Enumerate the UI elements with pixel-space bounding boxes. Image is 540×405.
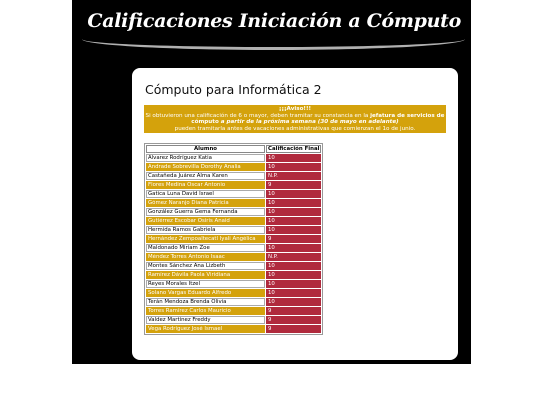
table-row (146, 226, 321, 234)
table-header-row (146, 145, 321, 153)
notice-line2: pueden tramitarla antes de vacaciones administrativas que comienzan el 1o de junio. (174, 125, 416, 132)
notice-title: ¡¡¡Aviso!!! (278, 106, 312, 112)
final-grade: N.P. (266, 172, 321, 180)
notice-line1 (144, 113, 446, 126)
table-row (146, 208, 321, 216)
site-header (72, 0, 471, 50)
table-row (146, 280, 321, 288)
student-name: Maldonado Miriam Zoe (146, 244, 265, 252)
table-row (146, 316, 321, 324)
table-row (146, 262, 321, 270)
student-name: Gatica Luna David Israel (146, 190, 265, 198)
final-grade: 10 (266, 208, 321, 216)
table-row (146, 172, 321, 180)
student-name: Valdez Martínez Freddy (146, 316, 265, 324)
table-row (146, 235, 321, 243)
student-name: Gómez Naranjo Diana Patricia (146, 199, 265, 207)
student-name: Vega Rodríguez José Ismael (146, 325, 265, 333)
page-stage (72, 0, 471, 364)
table-row (146, 253, 321, 261)
table-row (146, 199, 321, 207)
final-grade: 10 (266, 163, 321, 171)
student-name: Andrade Sobrevilla Dorothy Analia (146, 163, 265, 171)
table-row (146, 307, 321, 315)
student-name: Montes Sánchez Ana Lizbeth (146, 262, 265, 270)
notice-text-c: a partir de la próxima semana (30 de mayo en adelante) (218, 119, 399, 126)
student-name: Torres Ramírez Carlos Mauricio (146, 307, 265, 315)
student-name: Hermida Ramos Gabriela (146, 226, 265, 234)
final-grade: 10 (266, 289, 321, 297)
table-row (146, 217, 321, 225)
header-alumno: Alumno (146, 145, 265, 153)
final-grade: 10 (266, 244, 321, 252)
student-name: Ramírez Dávila Paola Viridiana (146, 271, 265, 279)
final-grade: 10 (266, 217, 321, 225)
final-grade: 9 (266, 307, 321, 315)
notice-text-b: jefatura de servicios de cómputo (191, 112, 445, 126)
student-name: Gutiérrez Escobar Osiris Anaid (146, 217, 265, 225)
final-grade: 10 (266, 271, 321, 279)
student-name: Méndez Torres Antonio Isaac (146, 253, 265, 261)
final-grade: 9 (266, 181, 321, 189)
page-title: Cómputo para Informática 2 (145, 82, 322, 97)
final-grade: 10 (266, 154, 321, 162)
table-row (146, 325, 321, 333)
student-name: Flores Medina Oscar Antonio (146, 181, 265, 189)
student-name: Castañeda Juárez Alma Karen (146, 172, 265, 180)
notice-box (144, 105, 446, 133)
grades-table (144, 143, 323, 335)
table-row (146, 190, 321, 198)
content-card (132, 68, 458, 360)
table-row (146, 163, 321, 171)
final-grade: 10 (266, 199, 321, 207)
table-row (146, 244, 321, 252)
notice-text-a: Si obtuvieron una calificación de 6 o mayor, deben tramitar su constancia en la (145, 112, 371, 119)
header-swoosh (82, 37, 465, 50)
final-grade: 9 (266, 235, 321, 243)
table-row (146, 298, 321, 306)
final-grade: 10 (266, 262, 321, 270)
table-row (146, 271, 321, 279)
final-grade: N.P. (266, 253, 321, 261)
final-grade: 10 (266, 190, 321, 198)
table-row (146, 289, 321, 297)
site-title: Calificaciones Iniciación a Cómputo (87, 10, 461, 32)
student-name: Terán Mendoza Brenda Olivia (146, 298, 265, 306)
student-name: Reyes Morales Itzel (146, 280, 265, 288)
student-name: González Guerra Gema Fernanda (146, 208, 265, 216)
final-grade: 9 (266, 316, 321, 324)
final-grade: 9 (266, 325, 321, 333)
table-row (146, 154, 321, 162)
final-grade: 10 (266, 280, 321, 288)
table-body (146, 154, 321, 333)
final-grade: 10 (266, 298, 321, 306)
student-name: Hernández Zempoaltecatl Iyali Angélica (146, 235, 265, 243)
student-name: Solano Vargas Eduardo Alfredo (146, 289, 265, 297)
student-name: Álvarez Rodríguez Katia (146, 154, 265, 162)
header-calificacion: Calificación Final (268, 146, 320, 152)
table-row (146, 181, 321, 189)
final-grade: 10 (266, 226, 321, 234)
